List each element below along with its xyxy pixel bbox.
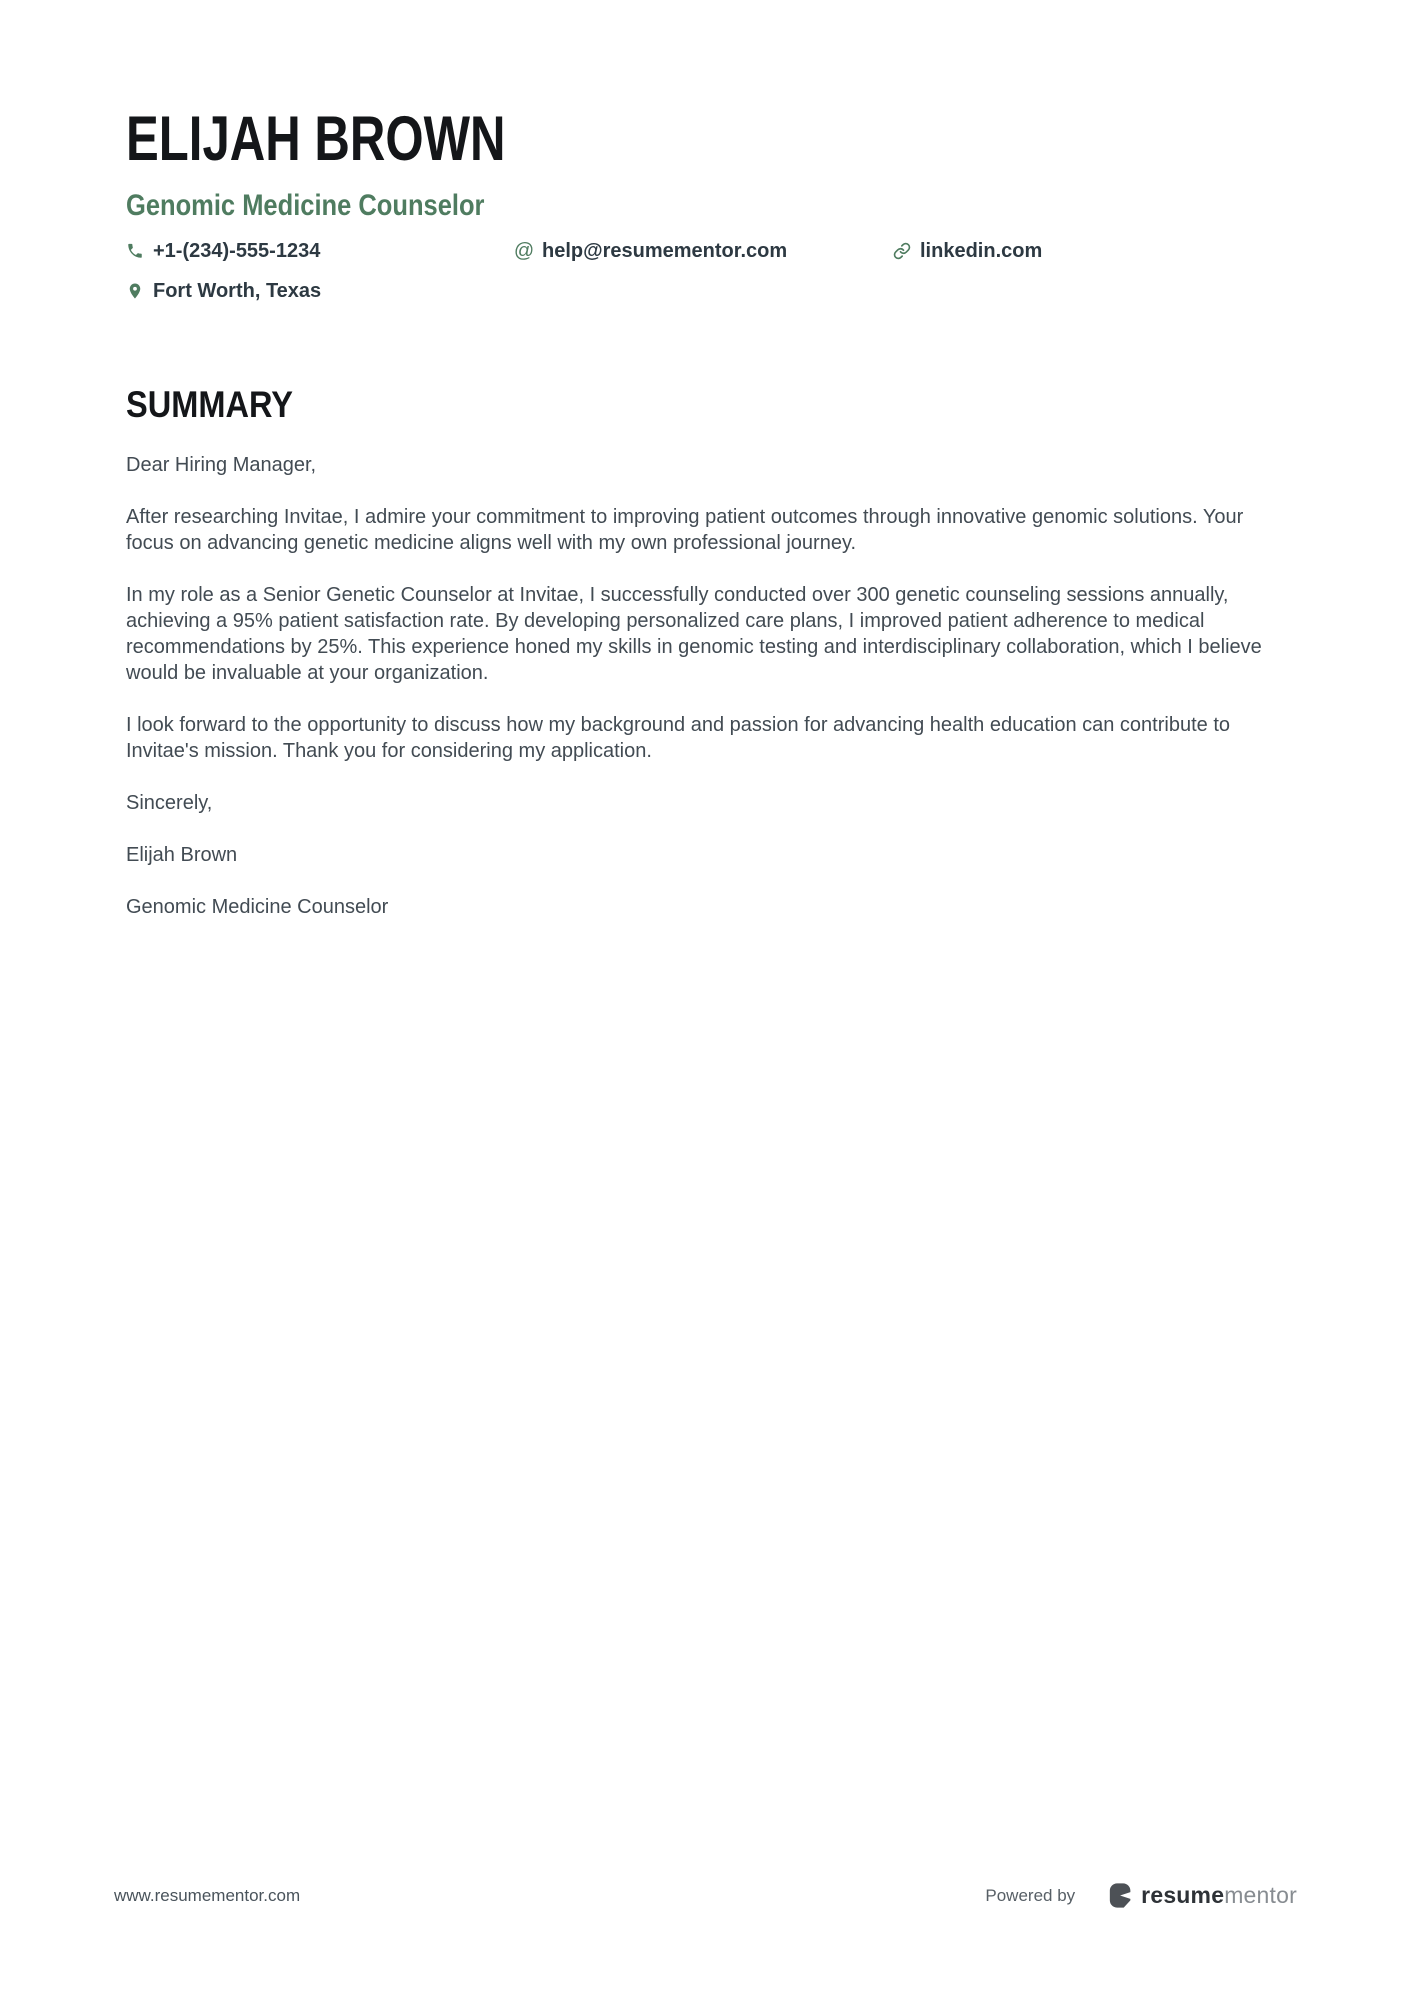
letter-greeting: Dear Hiring Manager, [126, 454, 317, 477]
contact-linkedin[interactable] [893, 238, 1276, 264]
brand-logo-link[interactable] [1105, 1881, 1297, 1910]
brand-wordmark-bold: resume [1141, 1882, 1225, 1908]
signature-name: Elijah Brown [126, 844, 238, 867]
contact-info [126, 238, 1276, 304]
letter-sign-off: Sincerely, [126, 792, 213, 815]
signature-title: Genomic Medicine Counselor [126, 896, 389, 919]
location-pin-icon [126, 282, 144, 300]
summary-section [126, 384, 1276, 920]
job-title: Genomic Medicine Counselor [126, 189, 485, 223]
contact-linkedin-label: linkedin.com [920, 240, 1043, 263]
contact-email-label: help@resumementor.com [542, 240, 788, 263]
page-footer [0, 1881, 1410, 1910]
summary-heading: SUMMARY [126, 384, 294, 426]
brand-wordmark-light: mentor [1224, 1882, 1297, 1908]
letter-paragraph: In my role as a Senior Genetic Counselor at Invitae, I successfully conducted over 300 genetic counseling sessions annually, achieving a 95% patient satisfaction rate. By developing personalized care plans, I improved patient adherence to medical recommendations by 25%. This experience honed my skills in genomic testing and interdisciplinary collaboration, which I believe would be invaluable at your organization. [126, 584, 1262, 685]
contact-location-label: Fort Worth, Texas [153, 280, 322, 303]
footer-website-link[interactable]: www.resumementor.com [114, 1885, 301, 1905]
brand-logo-icon [1105, 1881, 1134, 1910]
powered-by-label: Powered by [985, 1885, 1076, 1905]
contact-phone[interactable] [126, 238, 515, 264]
phone-icon [126, 242, 144, 260]
contact-phone-label: +1-(234)-555-1234 [153, 240, 321, 263]
powered-by-block [985, 1881, 1297, 1910]
at-sign-icon: @ [513, 240, 535, 263]
contact-location [126, 278, 515, 304]
brand-wordmark [1141, 1882, 1297, 1909]
contact-email[interactable] [515, 238, 893, 264]
letter-paragraph: After researching Invitae, I admire your commitment to improving patient outcomes through innovative genomic solutions. Your focus on advancing genetic medicine aligns well with my own professional journey. [126, 506, 1244, 555]
letter-paragraph: I look forward to the opportunity to discuss how my background and passion for advancing health education can contribute to Invitae's mission. Thank you for considering my application. [126, 714, 1231, 763]
page-content [0, 0, 1410, 920]
link-icon [893, 242, 911, 260]
person-name: ELIJAH BROWN [126, 104, 506, 174]
